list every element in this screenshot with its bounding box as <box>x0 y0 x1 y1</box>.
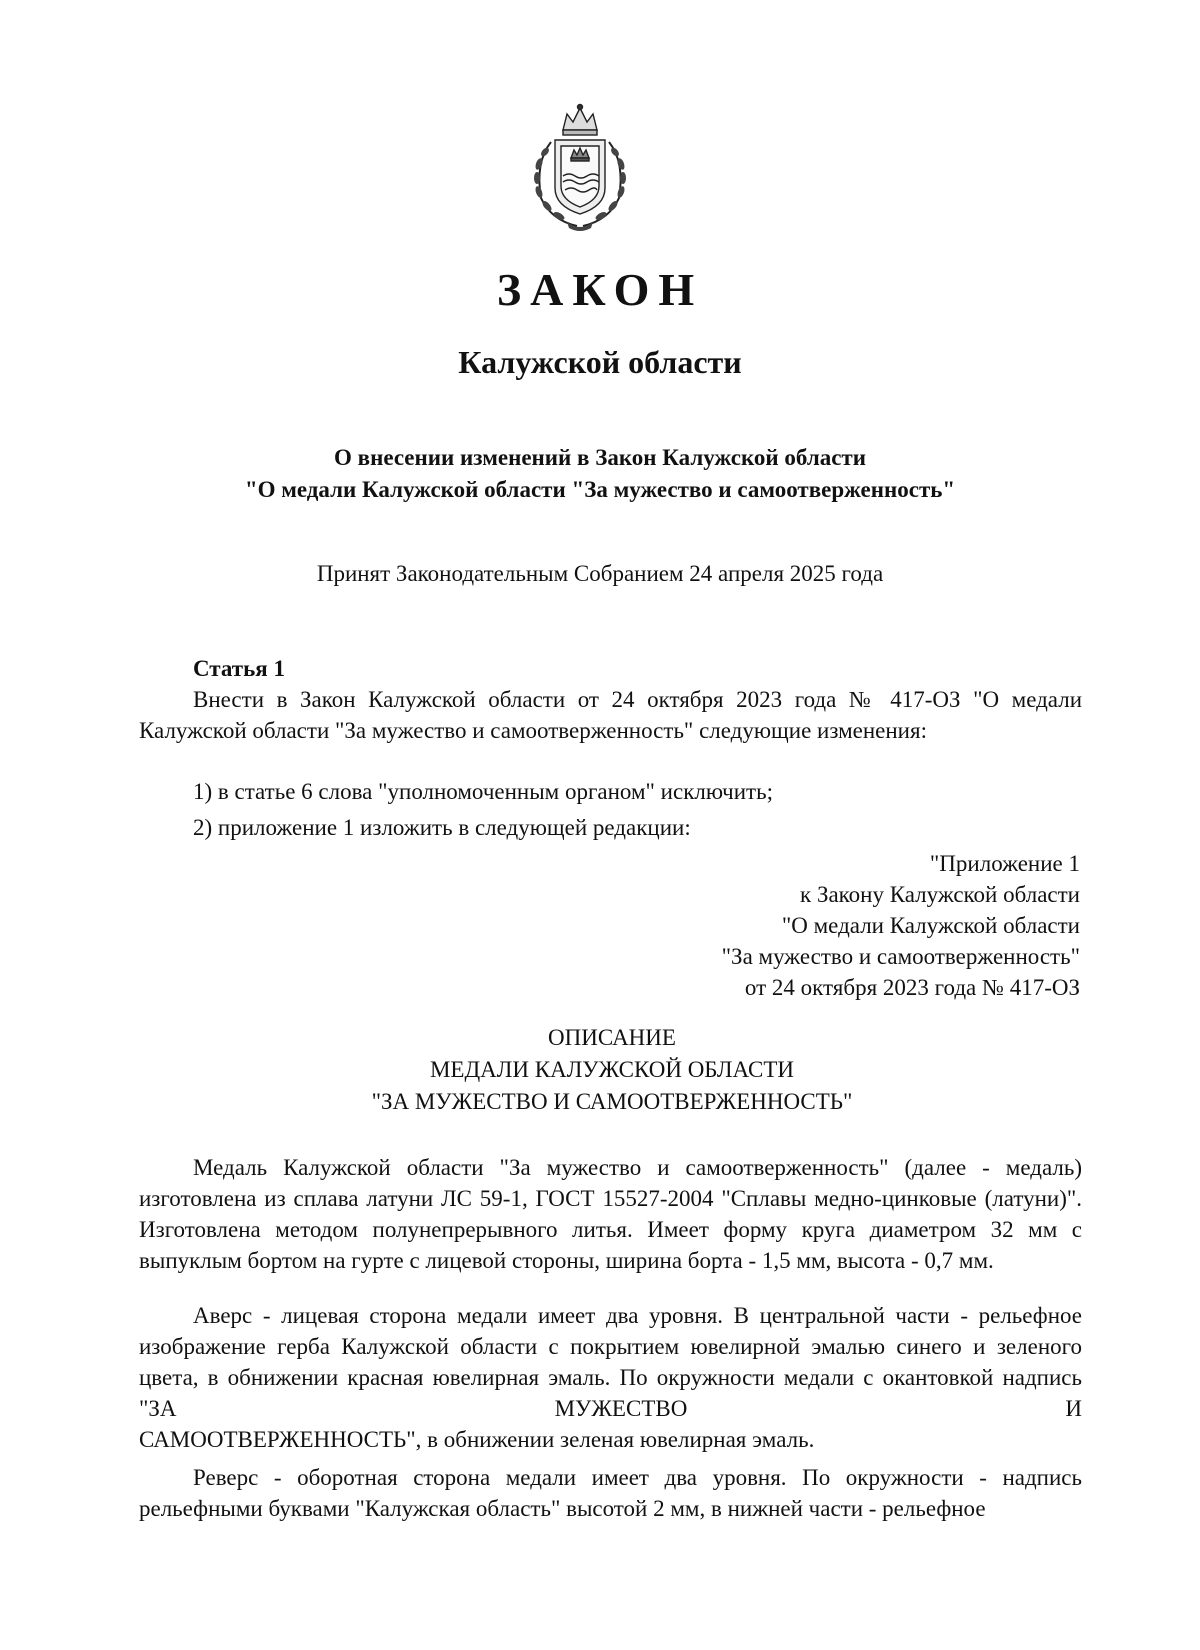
description-paragraph-2: Аверс - лицевая сторона медали имеет два уровня. В центральной части - рельефное изображение герба Калужской области с покрытием ювелирной эмалью синего и зеленого цвета, в обнижении красная ювелирная эмаль. По окружности медали с окантовкой надпись "ЗА МУЖЕСТВО И <box>139 1303 1082 1421</box>
article-item-1: 1) в статье 6 слова "уполномоченным органом" исключить; <box>193 779 773 804</box>
appendix-line-3: "О медали Калужской области <box>781 913 1080 938</box>
article-heading: Статья 1 <box>193 656 285 681</box>
law-title: ЗАКОН <box>496 264 704 315</box>
law-subject <box>0 442 1200 506</box>
appendix-line-2: к Закону Калужской области <box>800 882 1080 907</box>
adoption-line: Принят Законодательным Собранием 24 апреля 2025 года <box>316 561 884 586</box>
appendix-reference <box>722 848 1080 1003</box>
appendix-line-4: "За мужество и самоотверженность" <box>721 944 1080 969</box>
article-item-2: 2) приложение 1 изложить в следующей редакции: <box>193 815 691 840</box>
law-subject-line-1: О внесении изменений в Закон Калужской области <box>334 445 866 470</box>
description-title <box>0 1022 1200 1118</box>
law-subject-line-2: "О медали Калужской области "За мужество и самоотверженность" <box>244 477 956 502</box>
appendix-line-1: "Приложение 1 <box>929 851 1080 876</box>
region-title: Калужской области <box>458 344 742 380</box>
article-intro-paragraph: Внести в Закон Калужской области от 24 октября 2023 года № 417-ОЗ "О медали Калужской области "За мужество и самоотверженность" следующие изменения: <box>139 687 1082 743</box>
description-title-line-2: МЕДАЛИ КАЛУЖСКОЙ ОБЛАСТИ <box>429 1057 794 1082</box>
description-paragraph-1: Медаль Калужской области "За мужество и самоотверженность" (далее - медаль) изготовлена из сплава латуни ЛС 59-1, ГОСТ 15527-2004 "Сплавы медно-цинковые (латуни)". Изготовлена методом полунепрерывного литья. Имеет форму круга диаметром 32 мм с выпуклым бортом на гурте с лицевой стороны, ширина борта - 1,5 мм, высота - 0,7 мм. <box>139 1155 1082 1273</box>
description-title-line-3: "ЗА МУЖЕСТВО И САМООТВЕРЖЕННОСТЬ" <box>371 1089 853 1114</box>
description-paragraph-3: Реверс - оборотная сторона медали имеет два уровня. По окружности - надпись рельефными буквами "Калужская область" высотой 2 мм, в нижней части - рельефное <box>139 1465 1082 1521</box>
description-title-line-1: ОПИСАНИЕ <box>548 1025 676 1050</box>
kaluga-coat-of-arms-icon <box>521 102 639 232</box>
appendix-line-5: от 24 октября 2023 года № 417-ОЗ <box>744 975 1080 1000</box>
description-paragraph-2-end: САМООТВЕРЖЕННОСТЬ", в обнижении зеленая ювелирная эмаль. <box>139 1427 815 1452</box>
